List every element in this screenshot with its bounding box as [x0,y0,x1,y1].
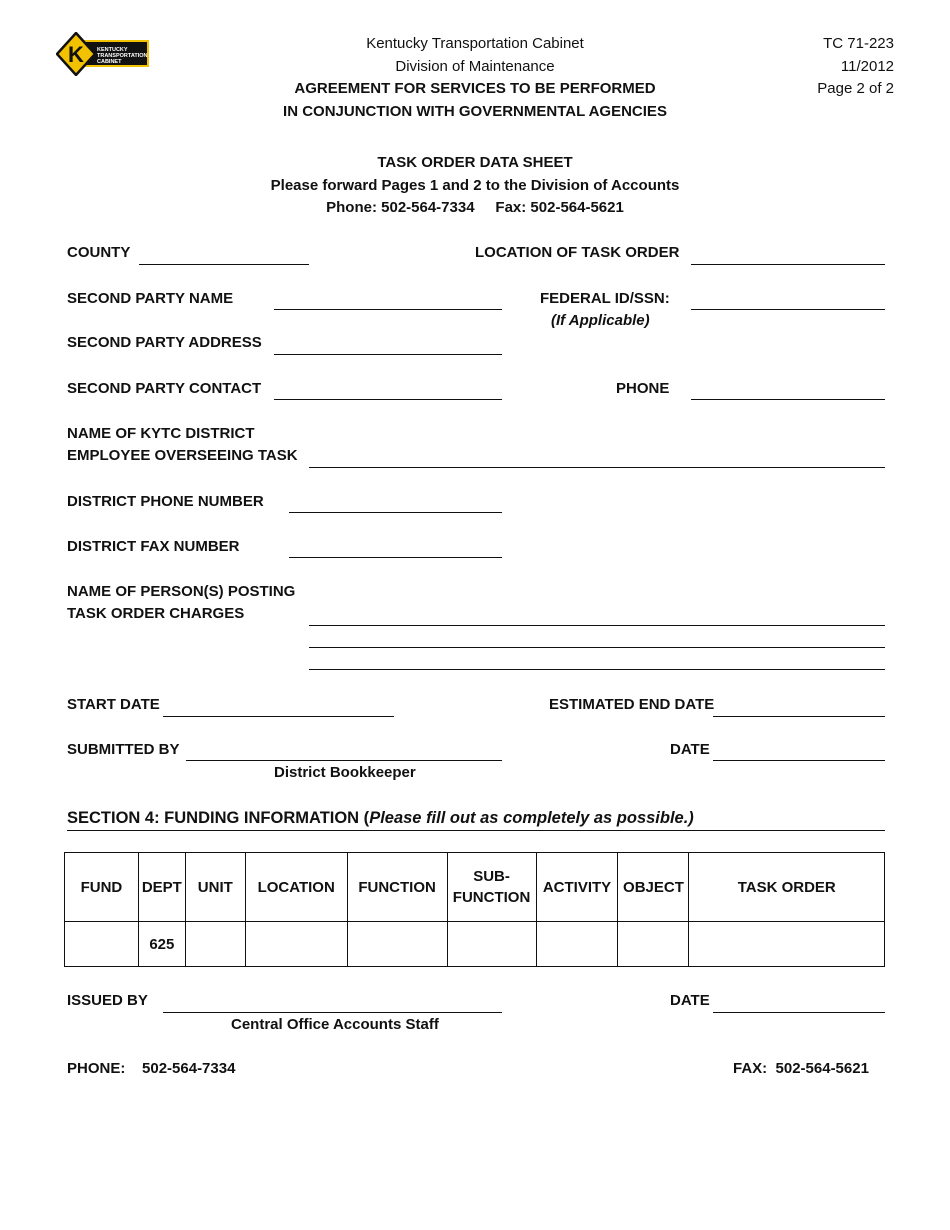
submitted-by-label: SUBMITTED BY [67,741,180,758]
col-dept: DEPT [138,853,185,922]
estimated-end-date-field[interactable] [713,716,885,717]
sheet-title-block [230,152,720,220]
county-field[interactable] [139,264,309,265]
cell-dept[interactable]: 625 [138,922,185,967]
funding-table-header [65,853,885,922]
second-party-address-label: SECOND PARTY ADDRESS [67,334,262,351]
page-number: Page 2 of 2 [817,80,894,97]
sheet-phone: Phone: 502-564-7334 [326,199,475,216]
issued-date-label: DATE [670,992,710,1009]
issued-by-label: ISSUED BY [67,992,148,1009]
estimated-end-date-label: ESTIMATED END DATE [549,696,715,713]
footer-fax-value: 502-564-5621 [775,1060,869,1077]
funding-table [64,852,885,967]
submitted-by-field[interactable] [186,760,502,761]
footer-phone-label: PHONE: [67,1060,126,1077]
form-title-line1: AGREEMENT FOR SERVICES TO BE PERFORMED [294,80,656,97]
form-meta [817,33,894,101]
cell-sub-function[interactable] [447,922,536,967]
col-task-order: TASK ORDER [689,853,885,922]
footer-fax [733,1058,869,1080]
issued-date-field[interactable] [713,1012,885,1013]
district-employee-label: NAME OF KYTC DISTRICT EMPLOYEE OVERSEEING TASK [67,425,298,464]
second-party-name-field[interactable] [274,309,502,310]
district-fax-label: DISTRICT FAX NUMBER [67,538,240,555]
posting-person-field-2[interactable] [309,647,885,648]
issued-by-field[interactable] [163,1012,502,1013]
location-label: LOCATION OF TASK ORDER [475,244,680,261]
cell-location[interactable] [245,922,347,967]
org-name: Kentucky Transportation Cabinet [366,35,584,52]
logo-text: KENTUCKY [97,47,128,53]
posting-person-label: NAME OF PERSON(S) POSTING TASK ORDER CHARGES [67,583,296,622]
cell-unit[interactable] [185,922,245,967]
cell-fund[interactable] [65,922,139,967]
county-label: COUNTY [67,244,131,261]
second-party-address-field[interactable] [274,354,502,355]
district-fax-field[interactable] [289,557,502,558]
sheet-contact [230,197,720,220]
footer-phone-value: 502-564-7334 [142,1060,236,1077]
col-location: LOCATION [245,853,347,922]
federal-id-field[interactable] [691,309,885,310]
cell-activity[interactable] [536,922,618,967]
second-party-name-label: SECOND PARTY NAME [67,290,234,307]
col-function: FUNCTION [347,853,447,922]
footer-fax-label: FAX: [733,1060,768,1077]
federal-id-label: FEDERAL ID/SSN: [540,290,670,307]
cell-task-order[interactable] [689,922,885,967]
posting-person-field-1[interactable] [309,625,885,626]
central-office-caption: Central Office Accounts Staff [231,1016,439,1033]
sheet-title: TASK ORDER DATA SHEET [377,154,573,171]
location-field[interactable] [691,264,885,265]
submitted-date-field[interactable] [713,760,885,761]
section4-heading: SECTION 4: FUNDING INFORMATION (Please fill out as completely as possible.) [67,806,885,831]
cell-function[interactable] [347,922,447,967]
col-fund: FUND [65,853,139,922]
district-employee-field[interactable] [309,467,885,468]
cell-object[interactable] [618,922,689,967]
col-object: OBJECT [618,853,689,922]
division-name: Division of Maintenance [395,57,555,75]
submitted-date-label: DATE [670,741,710,758]
start-date-label: START DATE [67,696,160,713]
posting-person-field-3[interactable] [309,669,885,670]
phone-field[interactable] [691,399,885,400]
form-number: TC 71-223 [823,35,894,52]
district-phone-field[interactable] [289,512,502,513]
footer-phone [67,1058,235,1080]
start-date-field[interactable] [163,716,394,717]
second-party-contact-label: SECOND PARTY CONTACT [67,380,262,397]
table-row [65,922,885,967]
svg-text:CABINET: CABINET [97,59,122,65]
district-bookkeeper-caption: District Bookkeeper [274,764,416,781]
form-title-line2: IN CONJUNCTION WITH GOVERNMENTAL AGENCIES [283,102,667,120]
district-phone-label: DISTRICT PHONE NUMBER [67,493,264,510]
sheet-instructions: Please forward Pages 1 and 2 to the Division of Accounts [270,176,680,194]
if-applicable-label: (If Applicable) [551,312,650,329]
sheet-fax: Fax: 502-564-5621 [495,199,624,216]
svg-text:TRANSPORTATION: TRANSPORTATION [97,53,148,59]
col-sub-function: SUB- FUNCTION [447,853,536,922]
col-activity: ACTIVITY [536,853,618,922]
phone-label: PHONE [616,380,670,397]
header-block [230,33,720,123]
kytc-logo [56,32,150,76]
second-party-contact-field[interactable] [274,399,502,400]
svg-text:K: K [68,42,84,67]
col-unit: UNIT [185,853,245,922]
form-date: 11/2012 [840,57,894,75]
